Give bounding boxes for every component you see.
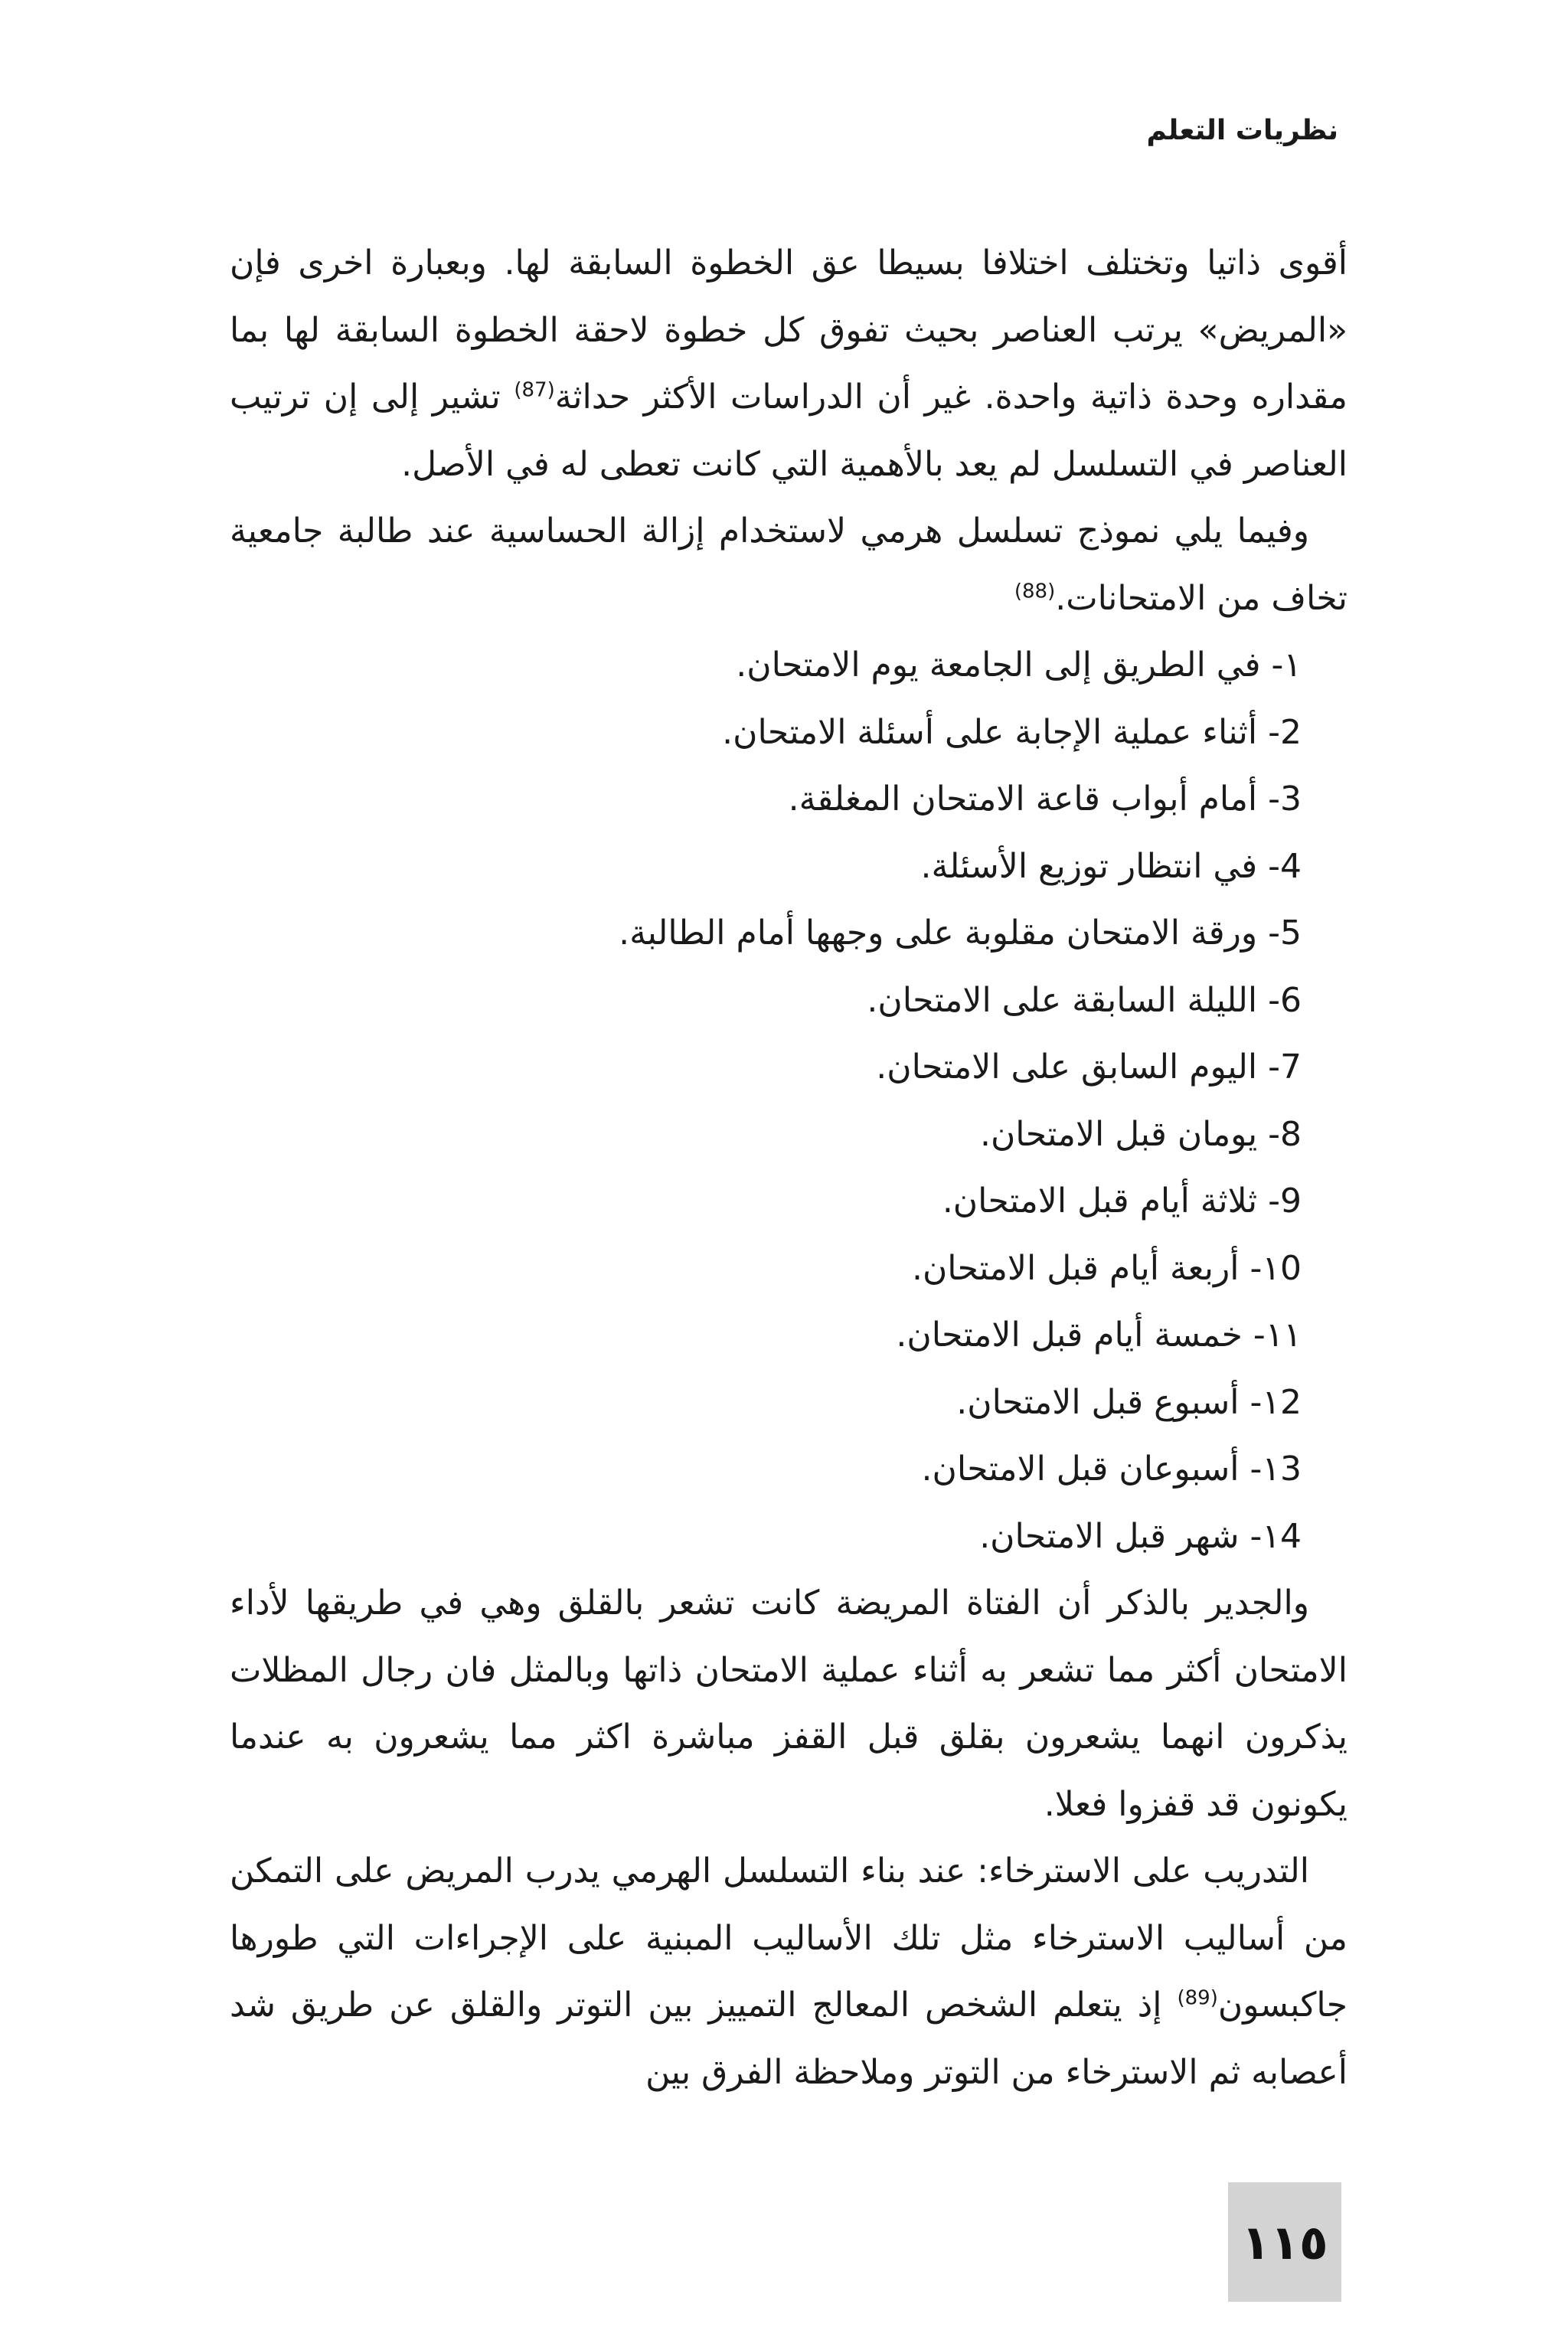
footnote-ref-88: (88): [1014, 579, 1056, 603]
footnote-ref-89: (89): [1177, 1986, 1218, 2010]
paragraph-hierarchy-order: [230, 230, 1348, 498]
list-item: ١2- أسبوع قبل الامتحان.: [956, 1382, 1302, 1422]
paragraph-text: تشير إلى إن ترتيب العناصر في التسلسل لم يعد بالأهمية التي كانت تعطى له في الأصل.: [230, 378, 1348, 484]
list-item: 8- يومان قبل الامتحان.: [979, 1114, 1302, 1154]
footnote-ref-87: (87): [514, 378, 555, 402]
page-number-box: [1228, 2182, 1341, 2302]
list-item: ١4- شهر قبل الامتحان.: [979, 1516, 1302, 1556]
paragraph-text: أقوى ذاتيا وتختلف اختلافا بسيطا عق الخطوة السابقة لها. وبعبارة اخرى فإن «المريض» يرتب العناصر بحيث تفوق كل خطوة لاحقة الخطوة السابقة لها بما مقداره وحدة ذاتية واحدة. غير أن الدراسات الأكثر حداثة: [230, 243, 1348, 417]
paragraph-hierarchy-intro: [230, 498, 1348, 632]
list-item: 7- اليوم السابق على الامتحان.: [876, 1048, 1302, 1087]
list-item: 9- ثلاثة أيام قبل الامتحان.: [942, 1182, 1302, 1221]
hierarchy-list: [230, 632, 1348, 1570]
paragraph-text: التدريب على الاسترخاء: عند بناء التسلسل الهرمي يدرب المريض على التمكن من أساليب الاسترخاء مثل تلك الأساليب المبنية على الإجراءات التي طورها جاكبسون: [230, 1852, 1348, 2025]
list-item: ١١- خمسة أيام قبل الامتحان.: [896, 1316, 1302, 1355]
paragraph-text: إذ يتعلم الشخص المعالج التمييز بين التوتر والقلق عن طريق شد أعصابه ثم الاسترخاء من التوتر وملاحظة الفرق بين: [230, 1986, 1348, 2092]
list-item: ١3- أسبوعان قبل الامتحان.: [921, 1450, 1302, 1489]
paragraph-text: وفيما يلي نموذج تسلسل هرمي لاستخدام إزالة الحساسية عند طالبة جامعية تخاف من الامتحانات.: [230, 512, 1348, 618]
paragraph-parachutists: والجدير بالذكر أن الفتاة المريضة كانت تشعر بالقلق وهي في طريقها لأداء الامتحان أكثر مما تشعر به أثناء عملية الامتحان ذاتها وبالمثل فان رجال المظلات يذكرون انهما يشعرون بقلق قبل القفز مباشرة اكثر مما يشعرون به عندما يكونون قد قفزوا فعلا.: [230, 1584, 1348, 1824]
page-body: [230, 230, 1348, 2106]
list-item: 6- الليلة السابقة على الامتحان.: [867, 980, 1302, 1020]
list-item: ١- في الطريق إلى الجامعة يوم الامتحان.: [736, 646, 1302, 685]
page-number: ١١٥: [1241, 2214, 1328, 2270]
list-item: 2- أثناء عملية الإجابة على أسئلة الامتحان.: [722, 712, 1302, 752]
list-item: 4- في انتظار توزيع الأسئلة.: [920, 846, 1302, 886]
list-item: 3- أمام أبواب قاعة الامتحان المغلقة.: [788, 780, 1302, 819]
paragraph-relaxation-training: [230, 1838, 1348, 2106]
list-item: ١0- أربعة أيام قبل الامتحان.: [911, 1248, 1302, 1288]
running-head-title: نظريات التعلم: [1146, 115, 1338, 146]
list-item: 5- ورقة الامتحان مقلوبة على وجهها أمام الطالبة.: [619, 914, 1302, 953]
